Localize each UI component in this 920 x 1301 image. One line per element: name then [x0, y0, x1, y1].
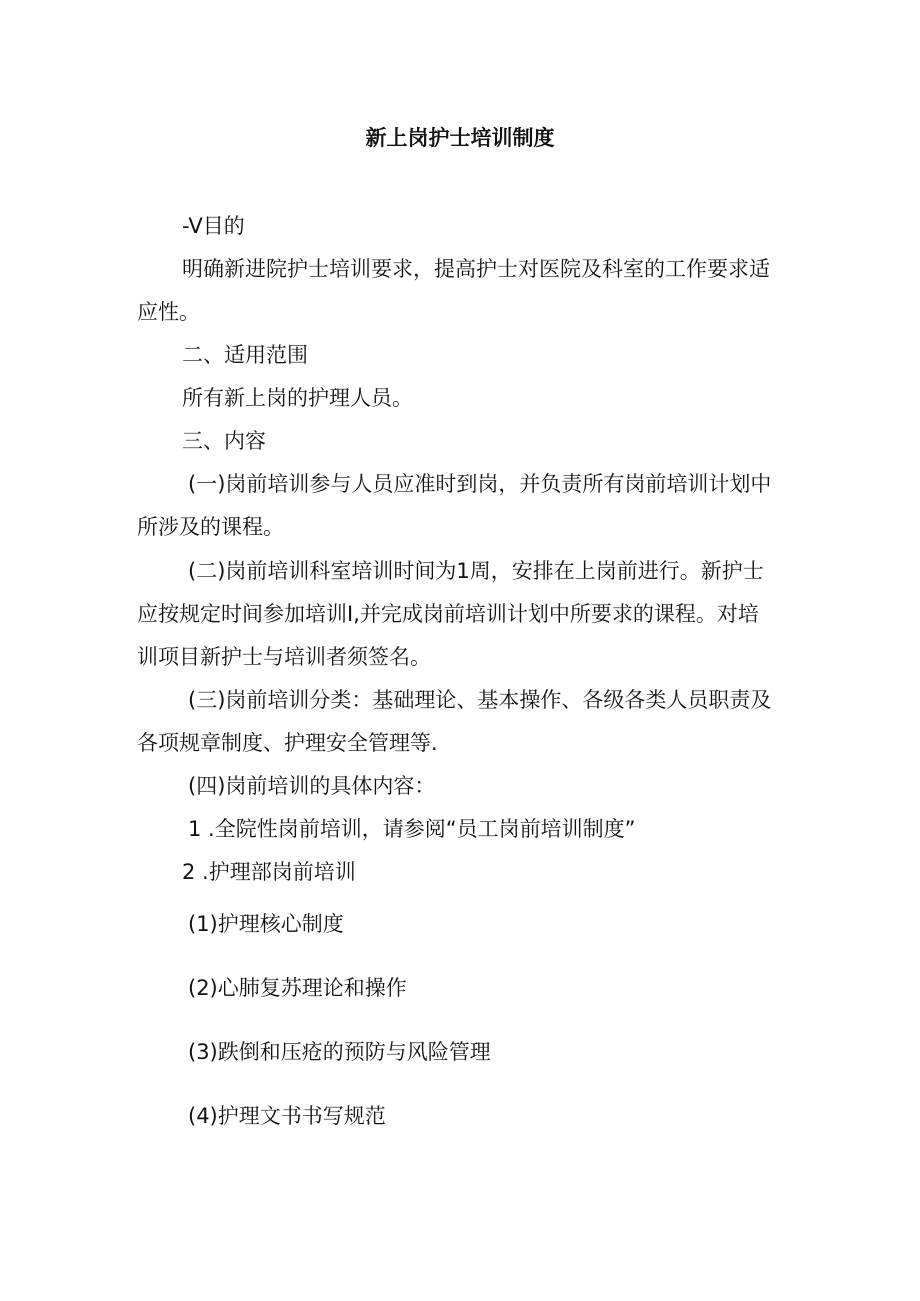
list-item: 1 .全院性岗前培训，请参阅“员工岗前培训制度” [188, 817, 636, 841]
section-heading-content: 三、内容 [182, 429, 266, 453]
paragraph-line: 训项目新护士与培训者须签名。 [137, 645, 431, 669]
section-heading-purpose: -V目的 [182, 214, 245, 238]
list-item: 2 .护理部岗前培训 [182, 860, 356, 884]
section-heading-scope: 二、适用范围 [182, 343, 308, 367]
paragraph-line: (三)岗前培训分类：基础理论、基本操作、各级各类人员职责及 [188, 688, 772, 712]
list-item: (2)心肺复苏理论和操作 [188, 976, 407, 1000]
paragraph-line: 各项规章制度、护理安全管理等. [137, 731, 438, 755]
list-item: (4)护理文书书写规范 [188, 1104, 386, 1128]
paragraph-line: 所有新上岗的护理人员。 [182, 386, 413, 410]
paragraph-line: (一)岗前培训参与人员应准时到岗，并负责所有岗前培训计划中 [188, 472, 772, 496]
paragraph-line: 应按规定时间参加培训I,并完成岗前培训计划中所要求的课程。对培 [137, 602, 759, 626]
paragraph-line: 应性。 [137, 300, 200, 324]
paragraph-line: (四)岗前培训的具体内容： [188, 774, 436, 798]
paragraph-line: (二)岗前培训科室培训时间为1周，安排在上岗前进行。新护士 [188, 559, 764, 583]
list-item: (3)跌倒和压疮的预防与风险管理 [188, 1040, 491, 1064]
list-item: (1)护理核心制度 [188, 912, 344, 936]
paragraph-line: 明确新进院护士培训要求，提高护士对医院及科室的工作要求适 [182, 257, 770, 281]
paragraph-line: 所涉及的课程。 [137, 515, 284, 539]
document-title: 新上岗护士培训制度 [365, 126, 555, 150]
